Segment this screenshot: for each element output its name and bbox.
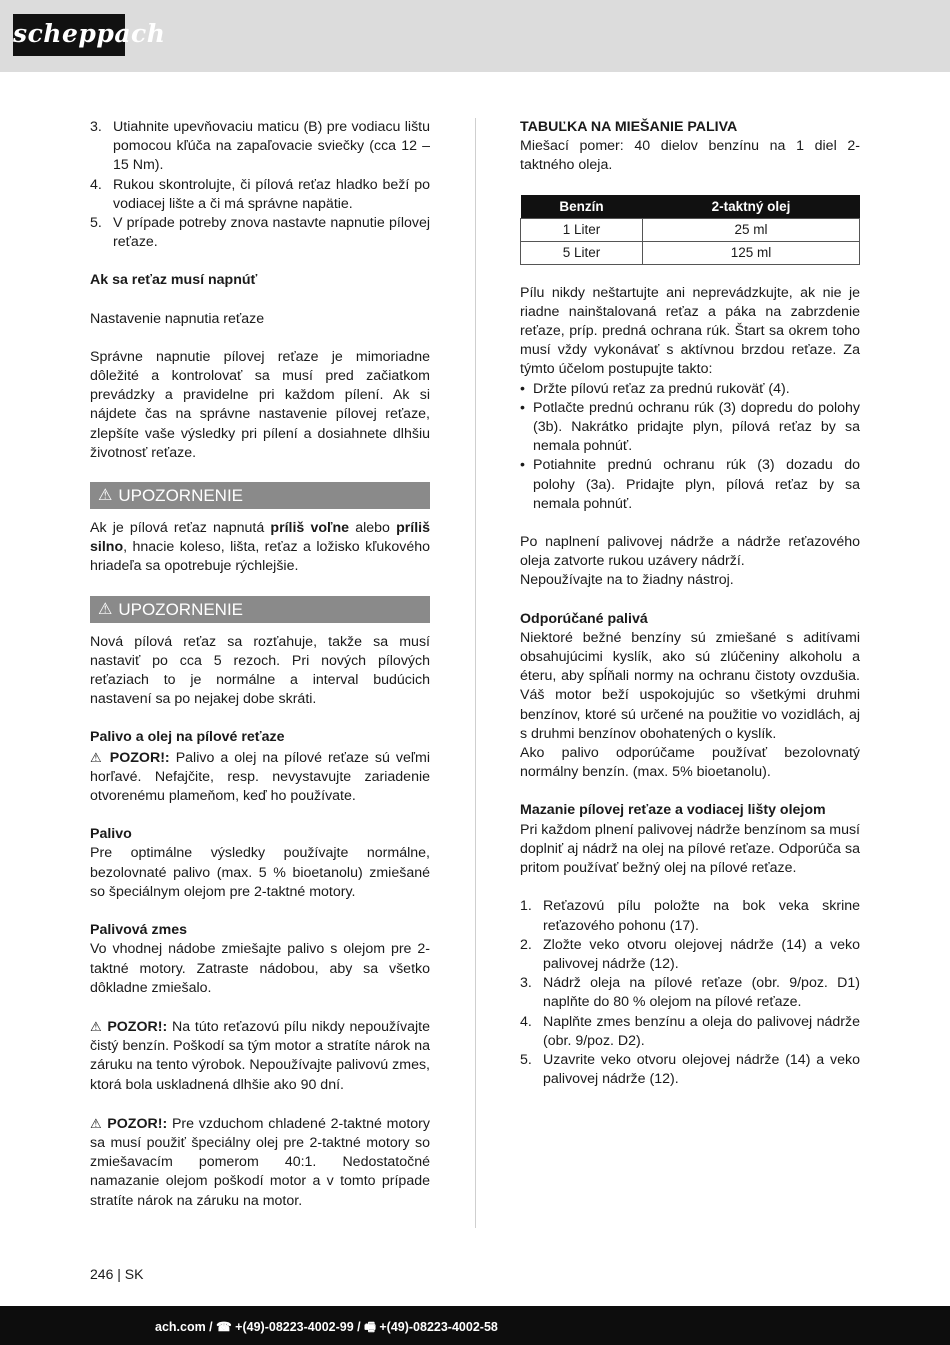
list-item: 3. Utiahnite upevňovaciu maticu (B) pre vodiacu lištu pomocou kľúča na zapaľovacie sviečky (cca 12 – 15 Nm). xyxy=(90,119,430,174)
table-header-cell: 2-taktný olej xyxy=(642,195,859,219)
right-column xyxy=(520,118,860,1089)
lubrication-heading: Mazanie pílovej reťaze a vodiacej lišty olejom xyxy=(520,802,826,819)
list-item: • Potlačte prednú ochranu rúk (3) dopredu do polohy (3b). Nakrátko pridajte plyn, pílová reťaz by sa nemala pohnúť. xyxy=(520,399,860,455)
list-item: 4. Naplňte zmes benzínu a oleja do palivovej nádrže (obr. 9/poz. D2). xyxy=(520,1013,860,1049)
tension-steps-list xyxy=(90,118,430,252)
table-header-row xyxy=(521,195,860,219)
table-cell: 5 Liter xyxy=(521,241,643,264)
table-row xyxy=(521,241,860,264)
warning-triangle-icon: ⚠ xyxy=(90,1018,103,1034)
list-item: 1. Reťazovú pílu položte na bok veka skrine reťazového pohonu (17). xyxy=(520,898,860,934)
mix-text: Vo vhodnej nádobe zmiešajte palivo s olejom pre 2-taktné motory. Zatraste nádobou, aby sa všetko dôkladne zmiešalo. xyxy=(90,941,430,996)
brand-logo: scheppach xyxy=(13,14,125,56)
mix-table-intro: Miešací pomer: 40 dielov benzínu na 1 diel 2-taktného oleja. xyxy=(520,138,860,174)
table-cell: 1 Liter xyxy=(521,218,643,241)
mix-heading: Palivová zmes xyxy=(90,922,188,939)
list-item: 4. Rukou skontrolujte, či pílová reťaz hladko beží po vodiacej lište a či má správne napätie. xyxy=(90,176,430,212)
warning-title: UPOZORNENIE xyxy=(118,599,244,619)
warning-banner xyxy=(90,596,430,623)
caution-paragraph: ⚠ POZOR!: Palivo a olej na pílové reťaze sú veľmi horľavé. Nefajčite, resp. nevystavujte zariadenie otvorenému plameňom, keď ho používate. xyxy=(90,749,430,805)
fuel-text: Pre optimálne výsledky používajte normálne, bezolovnaté palivo (max. 5 % bioetanolu) zmiešané so špeciálnym olejom pre 2-taktné motory. xyxy=(90,845,430,900)
warning-triangle-icon: ⚠ xyxy=(98,487,113,505)
start-text: Pílu nikdy neštartujte ani neprevádzkujte, ak nie je riadne nainštalovaná reťaz a páka na zabrzdenie reťaze, príp. predná ochrana rúk. Štart sa okrem toho musí vždy vykonávať s aktívnou brzdou reťaze. Za týmto účelom postupujte takto: xyxy=(520,284,860,378)
list-item: 2. Zložte veko otvoru olejovej nádrže (14) a veko palivovej nádrže (12). xyxy=(520,936,860,972)
warning-title: UPOZORNENIE xyxy=(118,486,244,506)
warning-triangle-icon: ⚠ xyxy=(98,600,113,618)
tank-text: Po naplnení palivovej nádrže a nádrže reťazového oleja zatvorte rukou uzávery nádrží. xyxy=(520,534,860,570)
tank-text-2: Nepoužívajte na to žiadny nástroj. xyxy=(520,572,734,589)
tension-text: Správne napnutie pílovej reťaze je mimoriadne dôležité a kontrolovať sa musí pred začiatkom prevádzky a pravidelne pri každom pílení. Ak si nájdete čas na správne nastavenie pílovej reťaze, zlepšíte vaše výsledky pri pílení a dosiahnete dlhšiu životnosť reťaze. xyxy=(90,348,430,461)
mix-table-heading: TABUĽKA NA MIEŠANIE PALIVA xyxy=(520,119,738,135)
list-item: • Potiahnite prednú ochranu rúk (3) dozadu do polohy (3a). Pridajte plyn, pílová reťaz by sa nemala pohnúť. xyxy=(520,457,860,512)
table-row xyxy=(521,218,860,241)
fuel-mix-table xyxy=(520,195,860,265)
list-item: 5. Uzavrite veko otvoru olejovej nádrže (14) a veko palivovej nádrže (12). xyxy=(520,1051,860,1088)
table-cell: 25 ml xyxy=(642,218,859,241)
lubrication-steps-list xyxy=(520,897,860,1089)
lubrication-text: Pri každom plnení palivovej nádrže benzínom sa musí doplniť aj nádrž na olej na pílové reťaze. Odporúča sa pritom používať bežný olej na pílové reťaze. xyxy=(520,821,860,877)
recommended-fuel-text: Niektoré bežné benzíny sú zmiešané s aditívami obsahujúcimi kyslík, ako sú zlúčeniny alkoholu a éteru, aby spĺňali normy na ochranu čistoty ovzdušia. Váš motor beží uspokojujúc so všetkými druhmi benzínov, ktoré sú určené na použitie vo vozidlách, aj s druhmi benzínov obohatených o kyslík. xyxy=(520,629,860,742)
list-item: • Držte pílovú reťaz za prednú rukoväť (4). xyxy=(520,380,790,397)
caution-paragraph: ⚠ POZOR!: Na túto reťazovú pílu nikdy nepoužívajte čistý benzín. Poškodí sa tým motor a stratíte nárok na záruku na tento výrobok. Nepoužívajte palivovú zmes, ktorá bola uskladnená dlhšie ako 90 dní. xyxy=(90,1018,431,1093)
table-cell: 125 ml xyxy=(642,241,859,264)
caution-paragraph: ⚠ POZOR!: Pre vzduchom chladené 2-taktné motory sa musí použiť špeciálny olej pre 2-taktné motory so zmiešavacím pomerom 40:1. Nedostatočné namazanie olejom poškodí motor a v tomto prípade stratíte nárok na záruku na motor. xyxy=(90,1115,430,1209)
start-bullet-list xyxy=(520,380,860,514)
warning-banner xyxy=(90,482,430,509)
fuel-heading: Palivo xyxy=(90,826,132,843)
tension-heading: Ak sa reťaz musí napnúť xyxy=(90,272,258,289)
list-item: 5. V prípade potreby znova nastavte napnutie pílovej reťaze. xyxy=(90,215,430,251)
table-header-cell: Benzín xyxy=(521,195,643,219)
tension-subheading: Nastavenie napnutia reťaze xyxy=(90,310,265,327)
warning-triangle-icon: ⚠ xyxy=(90,1115,103,1131)
recommended-fuel-text-2: Ako palivo odporúčame používať bezolovnatý normálny benzín. (max. 5% bioetanolu). xyxy=(520,745,860,781)
left-column xyxy=(90,118,430,1211)
fuel-oil-heading: Palivo a olej na pílové reťaze xyxy=(90,729,285,746)
list-item: 3. Nádrž oleja na pílové reťaze (obr. 9/poz. D1) naplňte do 80 % olejom na pílové reťaze. xyxy=(520,975,860,1011)
header-band xyxy=(0,0,950,72)
column-divider xyxy=(475,118,476,1228)
warning-text: Ak je pílová reťaz napnutá príliš voľne alebo príliš silno, hnacie koleso, lišta, reťaz a ložisko kľukového hriadeľa sa opotrebuje rýchlejšie. xyxy=(90,520,430,575)
recommended-fuel-heading: Odporúčané palivá xyxy=(520,610,648,627)
warning-triangle-icon: ⚠ xyxy=(90,749,104,765)
footer-contact: ach.com / ☎ +(49)-08223-4002-99 / 🖷 +(49)-08223-4002-58 xyxy=(155,1320,498,1334)
page-number: 246 | SK xyxy=(90,1266,144,1282)
warning-text: Nová pílová reťaz sa rozťahuje, takže sa musí nastaviť po cca 5 rezoch. Pri nových pílových reťaziach to je normálne a interval budúcich nastavení sa po nejakej dobe skráti. xyxy=(90,633,430,708)
